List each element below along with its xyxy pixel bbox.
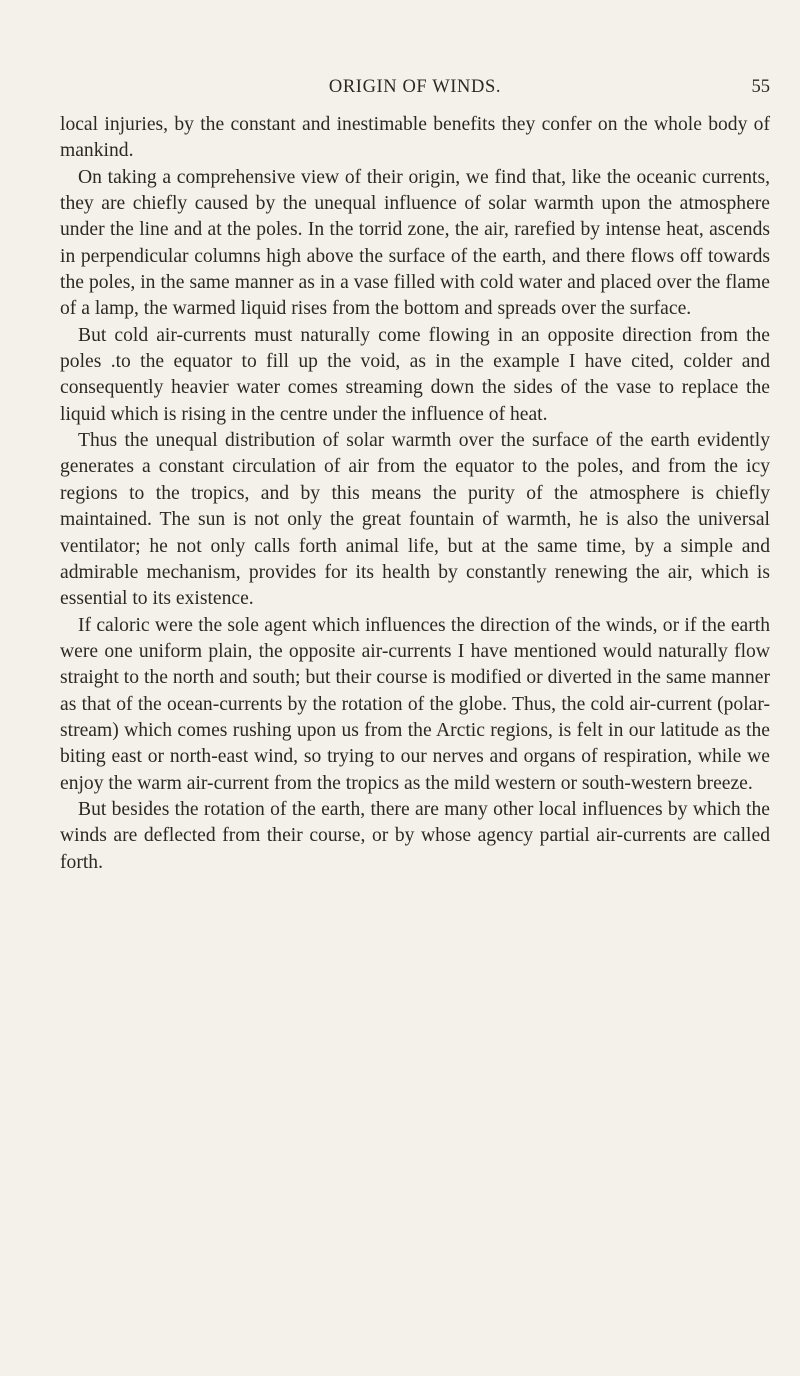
paragraph: But besides the rotation of the earth, there are many other local influences by which the winds are deflected from their course, or by whose agency partial air-currents are called forth. <box>60 798 770 873</box>
running-head <box>60 77 770 107</box>
body-text <box>60 112 770 876</box>
paragraph: On taking a comprehensive view of their origin, we find that, like the oceanic currents, they are chiefly caused by the unequal influence of solar warmth upon the atmosphere under the line and at the poles. In the torrid zone, the air, rarefied by intense heat, ascends in perpendicular columns high above the surface of the earth, and there flows off towards the poles, in the same manner as in a vase filled with cold water and placed over the flame of a lamp, the warmed liquid rises from the bottom and spreads over the surface. <box>60 166 770 320</box>
running-title: ORIGIN OF WINDS. <box>328 77 502 97</box>
paragraph: If caloric were the sole agent which influences the direction of the winds, or if the earth were one uniform plain, the opposite air-currents I have mentioned would naturally flow straight to the north and south; but their course is modified or diverted in the same manner as that of the ocean-currents by the rotation of the globe. Thus, the cold air-current (polar-stream) which comes rushing upon us from the Arctic regions, is felt in our latitude as the biting east or north-east wind, so trying to our nerves and organs of respiration, while we enjoy the warm air-current from the tropics as the mild western or south-western breeze. <box>60 614 770 794</box>
paragraph: Thus the unequal distribution of solar warmth over the surface of the earth evidently generates a constant circulation of air from the equator to the poles, and from the icy regions to the tropics, and by this means the purity of the atmosphere is chiefly maintained. The sun is not only the great fountain of warmth, he is also the universal ventilator; he not only calls forth animal life, but at the same time, by a simple and admirable mechanism, provides for its health by constantly renewing the air, which is essential to its existence. <box>60 430 770 610</box>
paragraph-continuation: local injuries, by the constant and inestimable benefits they confer on the whole body of mankind. <box>60 114 770 162</box>
page-number: 55 <box>751 77 770 97</box>
paragraph: But cold air-currents must naturally come flowing in an opposite direction from the poles .to the equator to fill up the void, as in the example I have cited, colder and consequently heavier water comes streaming down the sides of the vase to replace the liquid which is rising in the centre under the influence of heat. <box>60 324 770 425</box>
